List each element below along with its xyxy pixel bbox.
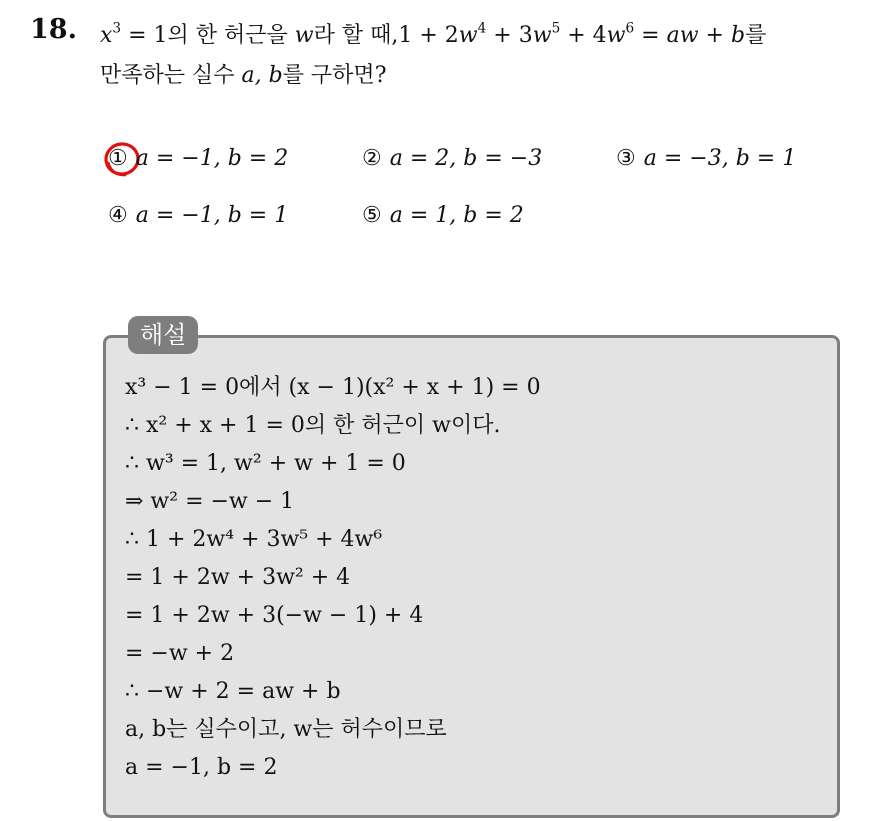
- choice-2-number: ②: [362, 146, 382, 171]
- var-aw: aw: [666, 23, 699, 48]
- var-w-2: w: [458, 23, 478, 48]
- choice-5-expr: a = 1, b = 2: [389, 203, 524, 228]
- text-tail: 를: [745, 23, 767, 48]
- choice-5[interactable]: [362, 203, 524, 228]
- choice-2-expr: a = 2, b = −3: [389, 146, 543, 171]
- solution-label: 해설: [128, 316, 198, 354]
- choice-3-number: ③: [616, 146, 636, 171]
- choice-5-number: ⑤: [362, 203, 382, 228]
- solution-line-7: = 1 + 2w + 3(−w − 1) + 4: [125, 603, 424, 628]
- expr-c: + 4: [560, 23, 607, 48]
- text-when: 라 할 때,: [313, 23, 399, 48]
- exp-3: 3: [112, 20, 122, 37]
- plus-sign: +: [698, 23, 731, 48]
- solution-lines: [125, 372, 541, 790]
- var-w-3: w: [532, 23, 552, 48]
- choice-3[interactable]: [616, 146, 796, 171]
- question-number: 18.: [30, 14, 77, 45]
- expr-b: + 3: [486, 23, 533, 48]
- solution-line-8: = −w + 2: [125, 641, 235, 666]
- choice-1[interactable]: [108, 146, 288, 171]
- exp-5: 5: [551, 20, 561, 37]
- choice-4-number: ④: [108, 203, 128, 228]
- choice-4-expr: a = −1, b = 1: [135, 203, 289, 228]
- solution-line-10: a, b는 실수이고, w는 허수이므로: [125, 717, 447, 742]
- choice-2[interactable]: [362, 146, 542, 171]
- exp-4: 4: [477, 20, 487, 37]
- solution-line-2: ∴ x² + x + 1 = 0의 한 허근이 w이다.: [125, 413, 501, 438]
- var-b: b: [730, 23, 746, 48]
- choice-3-expr: a = −3, b = 1: [643, 146, 797, 171]
- solution-line-4: ⇒ w² = −w − 1: [125, 489, 295, 514]
- solution-line-1: x³ − 1 = 0에서 (x − 1)(x² + x + 1) = 0: [125, 375, 541, 400]
- var-w-4: w: [606, 23, 626, 48]
- question-line-2: [100, 58, 386, 89]
- text-find: 를 구하면?: [282, 63, 387, 88]
- eq-one: = 1: [121, 23, 168, 48]
- var-x: x: [100, 23, 113, 48]
- text-root: 의 한 허근을: [167, 23, 295, 48]
- solution-line-9: ∴ −w + 2 = aw + b: [125, 679, 341, 704]
- text-satisfy: 만족하는 실수: [100, 63, 242, 88]
- solution-line-3: ∴ w³ = 1, w² + w + 1 = 0: [125, 451, 406, 476]
- exp-6: 6: [625, 20, 635, 37]
- choice-4[interactable]: [108, 203, 288, 228]
- solution-line-11: a = −1, b = 2: [125, 755, 278, 780]
- choice-1-number: ①: [108, 146, 128, 171]
- solution-line-5: ∴ 1 + 2w⁴ + 3w⁵ + 4w⁶: [125, 527, 383, 552]
- solution-line-6: = 1 + 2w + 3w² + 4: [125, 565, 351, 590]
- expr-d: =: [634, 23, 667, 48]
- choice-1-expr: a = −1, b = 2: [135, 146, 289, 171]
- var-w: w: [294, 23, 314, 48]
- expr-a: 1 + 2: [398, 23, 459, 48]
- question-line-1: [100, 18, 766, 49]
- var-a-b: a, b: [241, 63, 283, 88]
